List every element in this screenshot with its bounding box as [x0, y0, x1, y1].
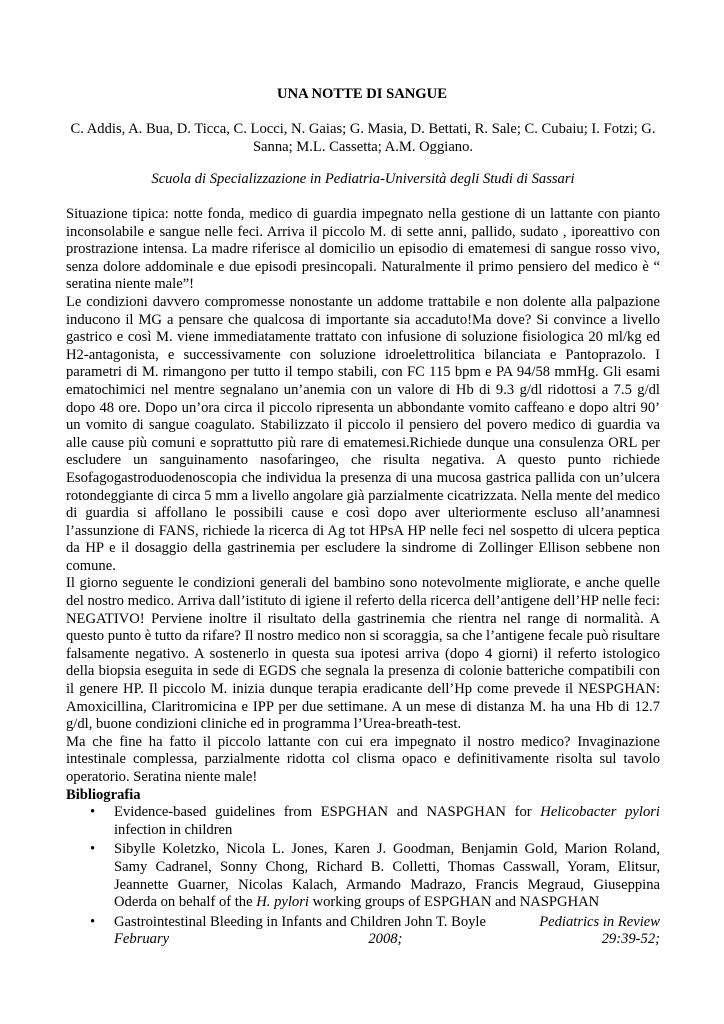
author-list: C. Addis, A. Bua, D. Ticca, C. Locci, N. Gaias; G. Masia, D. Bettati, R. Sale; C. Cubaiu; I. Fotzi; G. Sanna; M.L. Cassetta; A.M. Oggiano.: [70, 121, 656, 155]
reference-text: • Gastrointestinal Bleeding in Infants and Children John T. Boyle: [114, 913, 486, 930]
paragraph: Ma che fine ha fatto il piccolo lattante con cui era impegnato il nostro medico? Invaginazione intestinale complessa, parzialmente ridotta col clisma opaco e definitivamente risolta sul tavolo operatorio. Seratina niente male!: [66, 733, 660, 785]
document-title: UNA NOTTE DI SANGUE: [277, 86, 447, 102]
bibliography-heading: Bibliografia: [66, 786, 141, 803]
reference-line: [114, 914, 660, 932]
paragraph: Le condizioni davvero compromesse nonostante un addome trattabile e non dolente alla palpazione inducono il MG a pensare che qualcosa di importante sia accaduto!Ma dove? Si convince a livello gastrico e così M. viene immediatamente trattato con infusione di soluzione fisiologica 20 ml/kg ed H2-antagonista, e successivamente con soluzione idroelettrolitica bilanciata e Pantoprazolo. I parametri di M. rimangono per tutto il tempo stabili, con FC 115 bpm e PA 94/58 mmHg. Gli esami ematochimici nel mentre segnalano un’anemia con un valore di Hb di 9.3 g/dl ridottosi a 7.5 g/dl dopo 48 ore. Dopo un’ora circa il piccolo ripresenta un abbondante vomito caffeano e dopo altri 90’ un vomito di sangue coagulato. Stabilizzato il piccolo il pensiero del povero medico di guardia va alle cause più comuni e soprattutto più rare di ematemesi.Richiede dunque una consulenza ORL per escludere un sanguinamento nasofaringeo, che risulta negativa. A questo punto richiede Esofagogastroduodenoscopia che individua la presenza di una mucosa gastrica pallida con un’ulcera rotondeggiante di circa 5 mm a livello angolare già parzialmente cicatrizzata. Nella mente del medico di guardia si affollano le possibili cause e così dopo aver ulteriormente escluso all’anamnesi l’assunzione di FANS, richiede la ricerca di Ag tot HPsA HP nelle feci nel sospetto di ulcera peptica da HP e il dosaggio della gastrinemia per escludere la sindrome di Zollinger Ellison sebbene non comune.: [66, 293, 660, 574]
reference-italic: H. pylori: [256, 894, 309, 911]
reference-item: [114, 914, 660, 949]
reference-text: working groups of ESPGHAN and NASPGHAN: [308, 894, 600, 911]
affiliation: Scuola di Specializzazione in Pediatria-Università degli Studi di Sassari: [151, 171, 575, 187]
reference-year: 2008;: [368, 931, 403, 948]
reference-month: February: [114, 931, 170, 948]
paragraph: Il giorno seguente le condizioni generali del bambino sono notevolmente migliorate, e anche quelle del nostro medico. Arriva dall’istituto di igiene il referto della ricerca dell’antigene dell’HP nelle feci: NEGATIVO! Perviene inoltre il risultato della gastrinemia che rientra nel range di normalità. A questo punto è tutto da rifare? Il nostro medico non si scoraggia, sa che l’antigene fecale può risultare falsamente negativo. A sostenerlo in questa sua ipotesi arriva (dopo 4 giorni) il referto istologico della biopsia eseguita in sede di EGDS che segnala la presenza di colonie batteriche compatibili con il genere HP. Il piccolo M. inizia dunque terapia eradicante dell’Hp come prevede il NESPGHAN: Amoxicillina, Claritromicina e IPP per due settimane. A un mese di distanza M. ha una Hb di 12.7 g/dl, buone condizioni cliniche ed in programma l’Urea-breath-test.: [66, 575, 660, 733]
reference-text: infection in children: [114, 821, 233, 838]
document-body: [66, 206, 660, 951]
bibliography-list: [66, 804, 660, 949]
reference-item: [114, 841, 660, 911]
reference-pages: 29:39-52;: [601, 931, 660, 948]
reference-text: Sibylle Koletzko, Nicola L. Jones, Karen J. Goodman, Benjamin Gold, Marion Roland, Samy Cadranel, Sonny Chong, Richard B. Colletti, Thomas Casswall, Yoram, Elitsur, Jeannette Guarner, Nicolas Kalach, Armando Madrazo, Francis Megraud, Giuseppina Oderda on behalf of the: [114, 841, 660, 911]
reference-item: [114, 804, 660, 839]
paragraph: Situazione tipica: notte fonda, medico di guardia impegnato nella gestione di un lattante con pianto inconsolabile e sangue nelle feci. Arriva il piccolo M. di sette anni, pallido, sudato , iporeattivo con prostrazione intensa. La madre riferisce al domicilio un episodio di ematemesi di sangue rosso vivo, senza dolore addominale e due episodi presincopali. Naturalmente il primo pensiero del medico è “ seratina niente male”!: [66, 206, 660, 293]
reference-journal: Pediatrics in Review: [539, 913, 660, 930]
reference-italic: Helicobacter pylori: [540, 804, 660, 821]
reference-line: [114, 931, 660, 949]
reference-text: Evidence-based guidelines from ESPGHAN and NASPGHAN for: [114, 804, 541, 821]
